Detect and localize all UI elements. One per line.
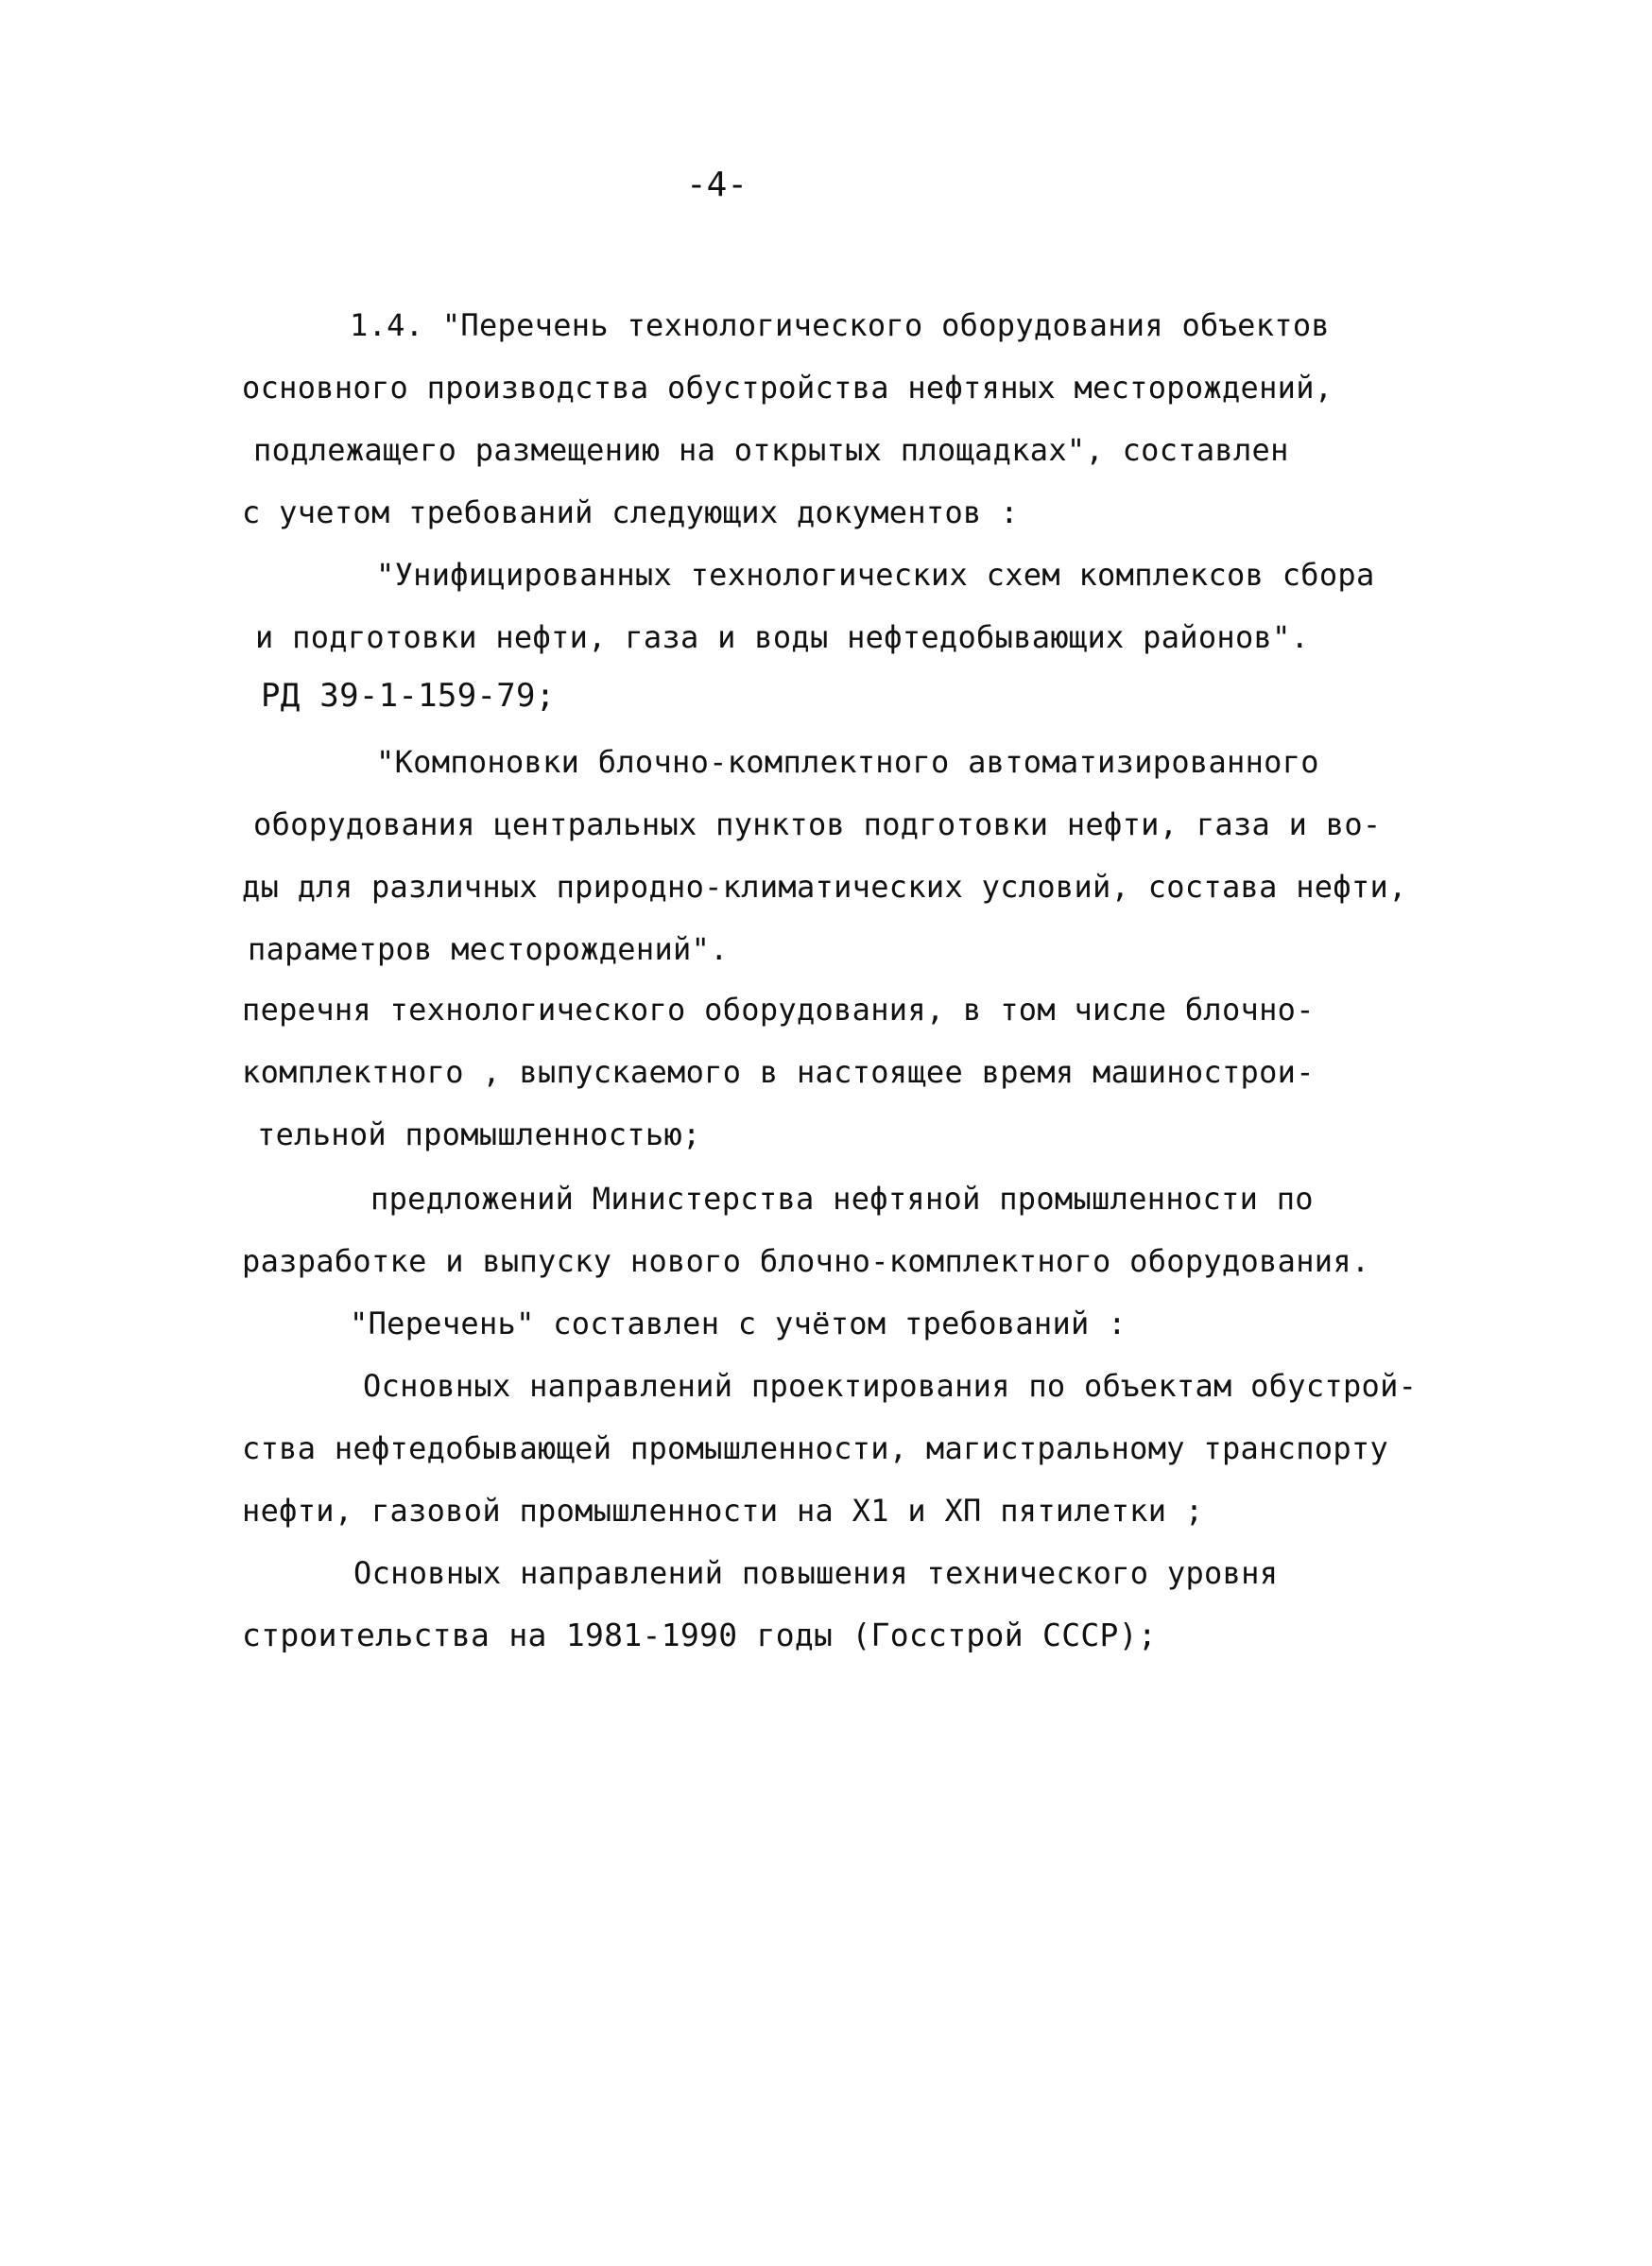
text-line-20: нефти, газовой промышленности на Х1 и ХП пятилетки ; <box>242 1493 1204 1529</box>
text-line-15: предложений Министерства нефтяной промышленности по <box>370 1181 1314 1217</box>
text-line-12: перечня технологического оборудования, в том числе блочно- <box>242 992 1315 1028</box>
text-line-10: ды для различных природно-климатических условий, состава нефти, <box>242 869 1407 905</box>
text-line-22: строительства на 1981-1990 годы (Госстрой СССР); <box>242 1617 1158 1653</box>
text-line-8: "Компоновки блочно-комплектного автоматизированного <box>376 744 1319 780</box>
page-number: -4- <box>686 165 749 204</box>
text-line-3: подлежащего размещению на открытых площадках", составлен <box>253 432 1289 468</box>
text-line-17: "Перечень" составлен с учётом требований : <box>350 1306 1127 1341</box>
text-line-6: и подготовки нефти, газа и воды нефтедобывающих районов". <box>255 619 1310 655</box>
text-line-4: с учетом требований следующих документов : <box>242 494 1019 530</box>
text-line-16: разработке и выпуску нового блочно-комплектного оборудования. <box>242 1243 1370 1279</box>
text-line-14: тельной промышленностью; <box>257 1116 701 1152</box>
text-line-7: РД 39-1-159-79; <box>261 677 556 715</box>
text-line-18: Основных направлений проектирования по объектам обустрой- <box>363 1368 1418 1404</box>
text-line-5: "Унифицированных технологических схем комплексов сбора <box>376 557 1375 593</box>
text-line-13: комплектного , выпускаемого в настоящее время машинострои- <box>242 1054 1315 1090</box>
text-line-9: оборудования центральных пунктов подготовки нефти, газа и во- <box>253 806 1382 842</box>
text-line-11: параметров месторождений". <box>248 931 729 967</box>
text-line-2: основного производства обустройства нефтяных месторождений, <box>242 370 1334 406</box>
text-line-1: 1.4. "Перечень технологического оборудования объектов <box>350 307 1330 343</box>
text-line-19: ства нефтедобывающей промышленности, магистральному транспорту <box>242 1430 1389 1466</box>
text-line-21: Основных направлений повышения технического уровня <box>353 1555 1279 1591</box>
